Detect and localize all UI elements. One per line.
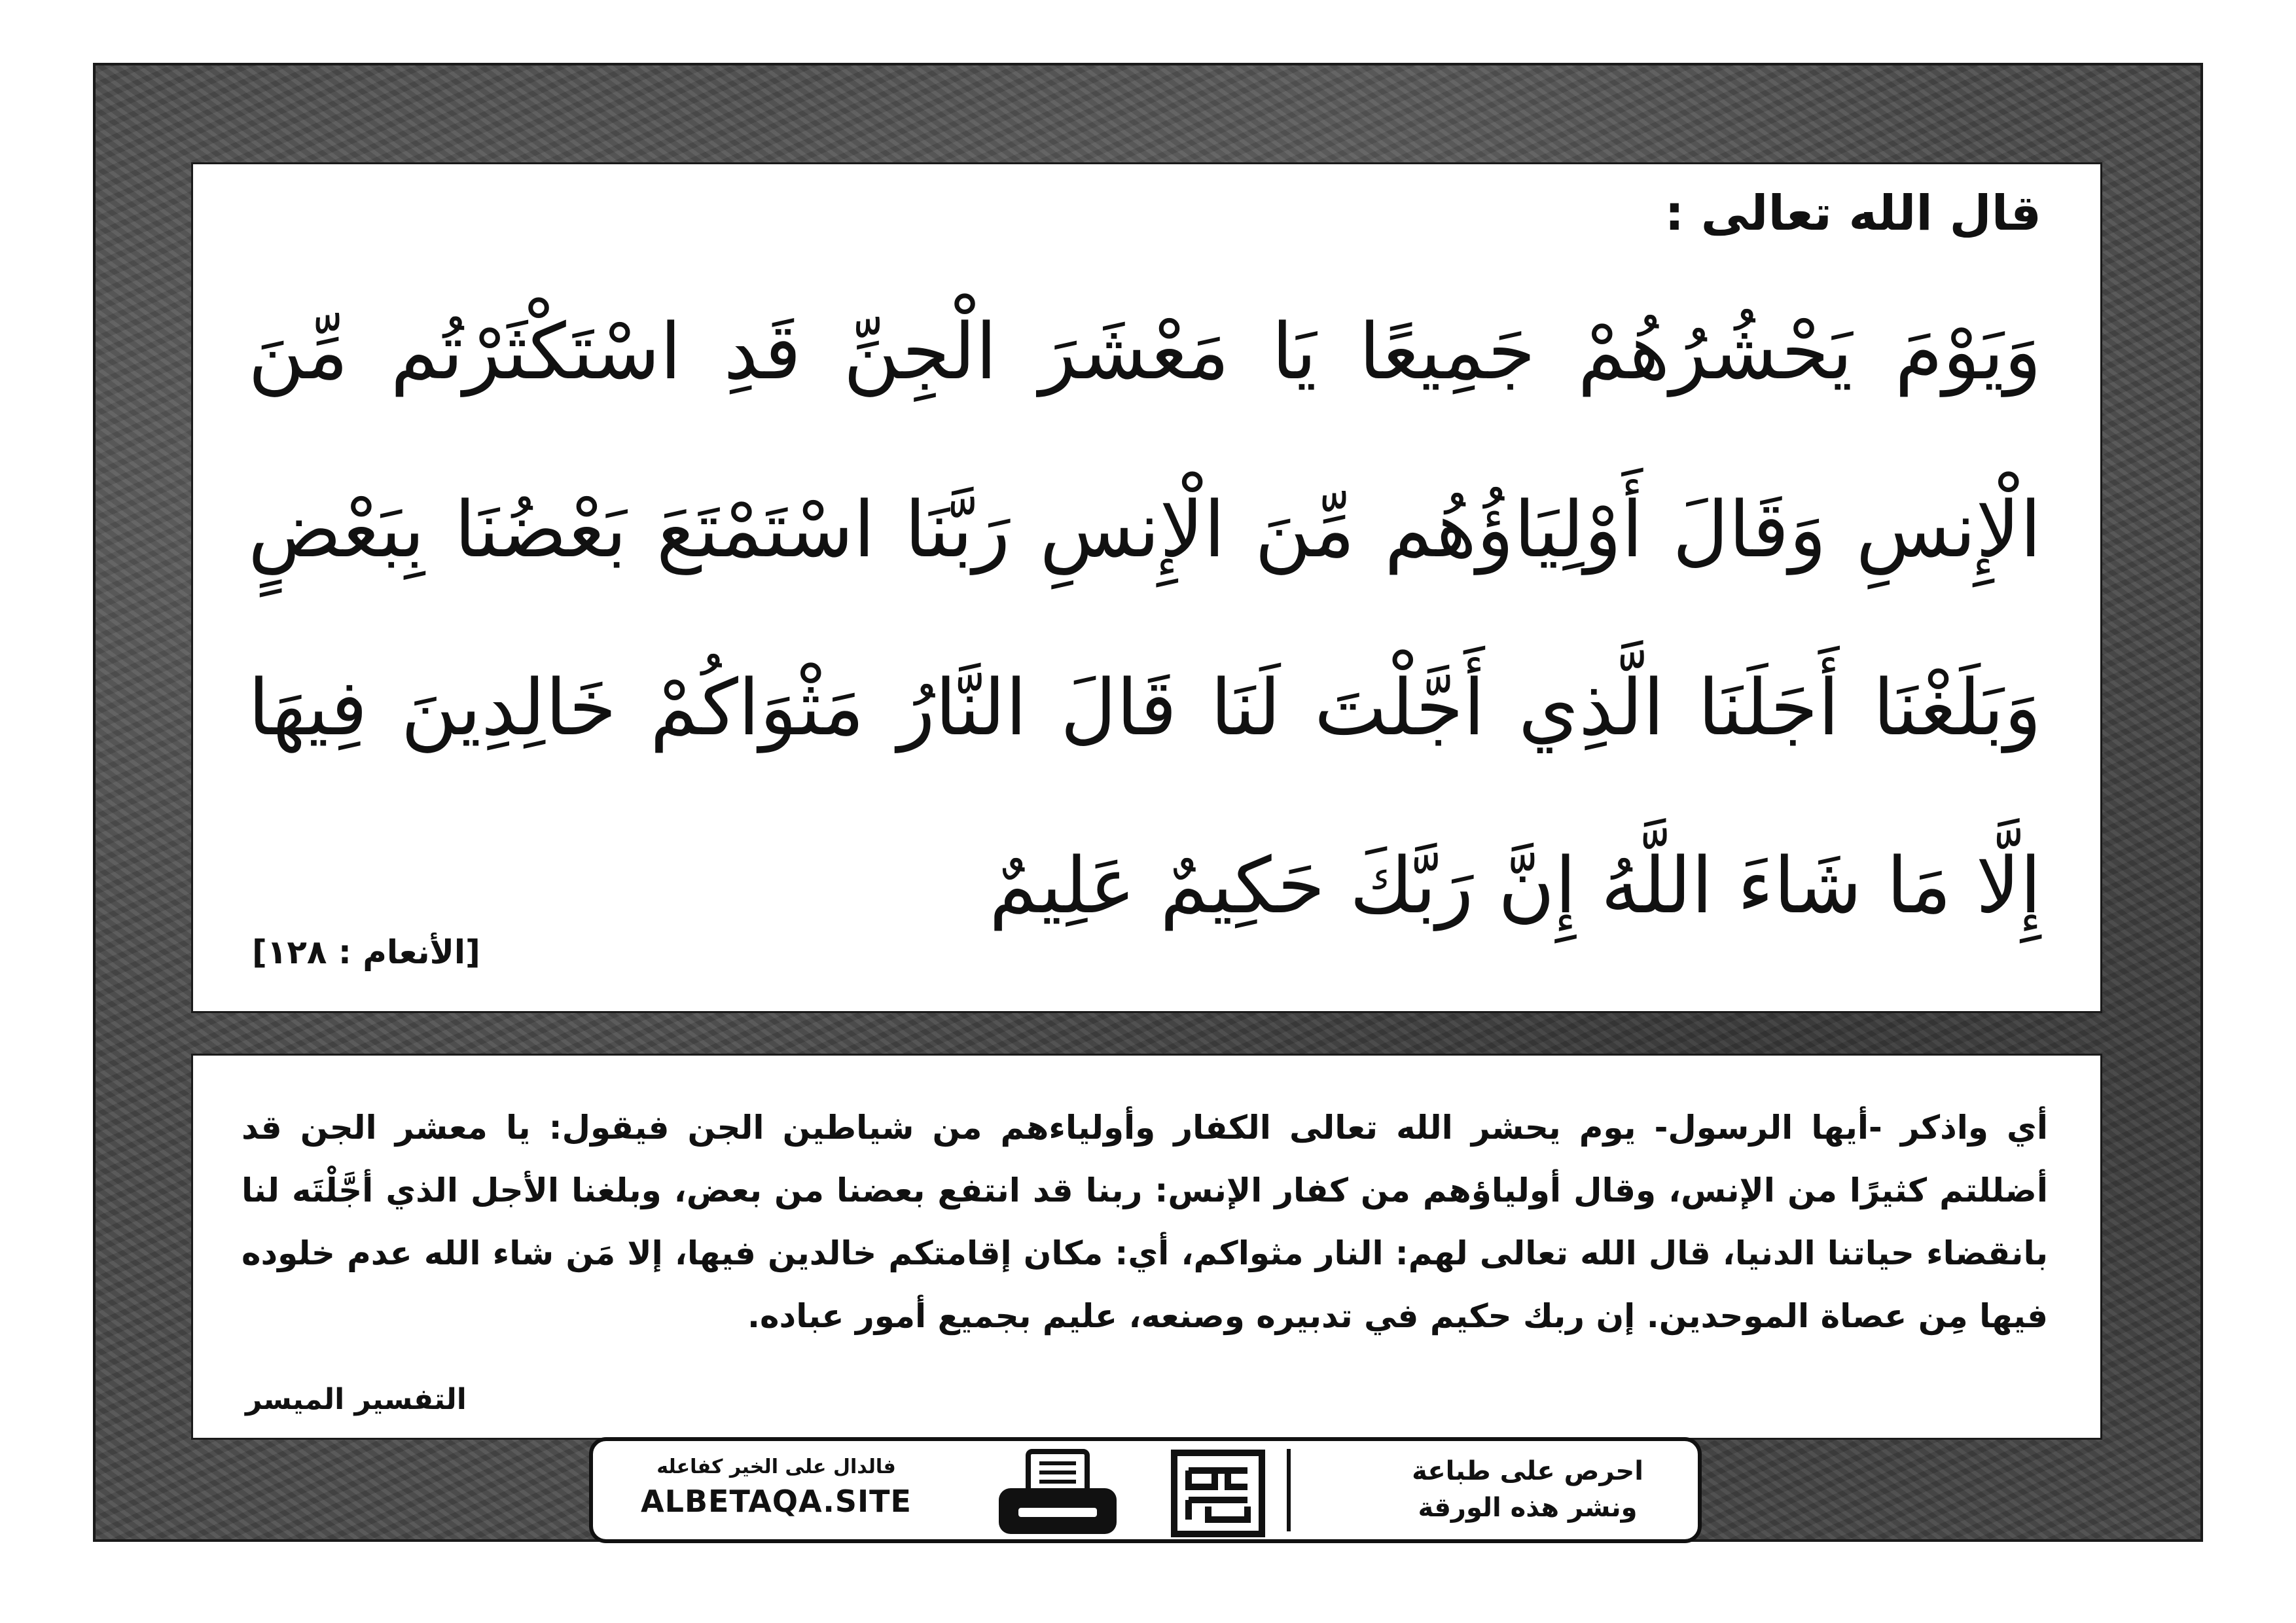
print-reminder-line2: ونشر هذه الورقة <box>1418 1493 1638 1523</box>
tafsir-panel <box>191 1054 2102 1440</box>
footer-site-link[interactable]: ALBETAQA.SITE <box>641 1484 912 1519</box>
footer-banner <box>589 1437 1702 1543</box>
quran-verse: وَيَوْمَ يَحْشُرُهُمْ جَمِيعًا يَا مَعْشَرَ الْجِنِّ قَدِ اسْتَكْثَرْتُم مِّنَ الْإِنسِ وَقَالَ أَوْلِيَاؤُهُم مِّنَ الْإِنسِ رَبَّنَا اسْتَمْتَعَ بَعْضُنَا بِبَعْضٍ وَبَلَغْنَا أَجَلَنَا الَّذِي أَجَّلْتَ لَنَا قَالَ النَّارُ مَثْوَاكُمْ خَالِدِينَ فِيهَا إِلَّا مَا شَاءَ اللَّهُ إِنَّ رَبَّكَ حَكِيمٌ عَلِيمٌ <box>248 306 2041 931</box>
tafsir-source: التفسير الميسر <box>245 1383 467 1416</box>
print-reminder <box>1397 1453 1659 1526</box>
dawa-logo-icon <box>1169 1448 1267 1539</box>
print-reminder-line1: احرص على طباعة <box>1412 1456 1643 1486</box>
verse-panel <box>191 162 2102 1013</box>
footer-motto: فالدال على الخير كفاعله <box>656 1455 896 1478</box>
verse-heading: قال الله تعالى : <box>1664 185 2041 241</box>
footer-site-block <box>639 1455 914 1519</box>
footer-divider <box>1287 1449 1291 1531</box>
tafsir-text: أي واذكر -أيها الرسول- يوم يحشر الله تعالى الكفار وأولياءهم من شياطين الجن فيقول: يا معشر الجن قد أضللتم كثيرًا من الإنس، وقال أولياؤهم من كفار الإنس: ربنا قد انتفع بعضنا من بعض، وبلغنا الأجل الذي أجَّلْتَه لنا بانقضاء حياتنا الدنيا، قال الله تعالى لهم: النار مثواكم، أي: مكان إقامتكم خالدين فيها، إلا مَن شاء الله عدم خلوده فيها مِن عصاة الموحدين. إن ربك حكيم في تدبيره وصنعه، عليم بجميع أمور عباده. <box>242 1109 2048 1335</box>
printer-icon <box>992 1448 1123 1539</box>
verse-reference: [الأنعام : ١٢٨] <box>252 933 480 971</box>
